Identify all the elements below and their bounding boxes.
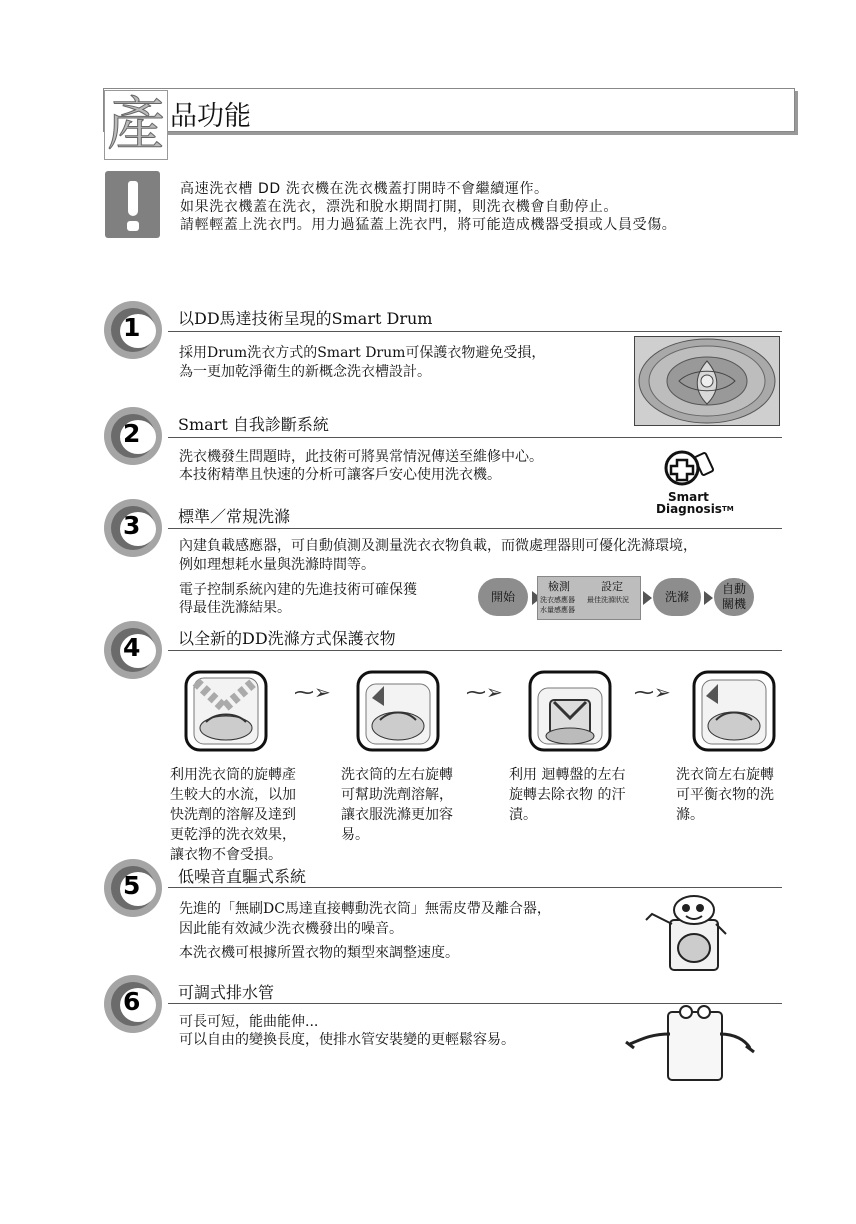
- divider: [168, 331, 782, 332]
- divider: [168, 887, 782, 888]
- drum-illustration-1: [176, 662, 276, 758]
- section-number-badge: 2: [104, 407, 162, 465]
- section-title: 低噪音直驅式系統: [178, 867, 307, 886]
- smart-diagnosis-logo-line1: Smart: [668, 490, 709, 504]
- section-body: 採用Drum洗衣方式的Smart Drum可保護衣物避免受損，: [179, 345, 546, 361]
- section-body: 因此能有效減少洗衣機發出的噪音。: [179, 921, 403, 937]
- flow-step-wash: 洗滌: [653, 578, 701, 616]
- flow-step-auto-off: 自動 關機: [714, 578, 754, 616]
- process-flow: [478, 576, 758, 620]
- divider: [168, 528, 782, 529]
- section-number-badge: 1: [104, 301, 162, 359]
- section-body: 可以自由的變換長度，使排水管安裝變的更輕鬆容易。: [179, 1032, 515, 1048]
- section-body: 例如理想耗水量與洗滌時間等。: [179, 557, 375, 573]
- transition-arrow-icon: ⁓➢: [466, 680, 503, 704]
- transition-arrow-icon: ⁓➢: [294, 680, 331, 704]
- smart-diagnosis-icon: [660, 446, 720, 490]
- caption-4: 洗衣筒左右旋轉 可平衡衣物的洗 滌。: [676, 767, 774, 823]
- section-body: 可長可短，能曲能伸...: [179, 1014, 319, 1030]
- section-title: 標準／常規洗滌: [178, 507, 291, 526]
- section-number-badge: 3: [104, 499, 162, 557]
- section-title: 以DD馬達技術呈現的Smart Drum: [178, 309, 433, 328]
- caption-2: 洗衣筒的左右旋轉 可幫助洗劑溶解， 讓衣服洗滌更加容 易。: [341, 767, 453, 843]
- section-title: 以全新的DD洗滌方式保護衣物: [178, 629, 396, 648]
- warning-icon: [105, 171, 160, 238]
- flow-step-start: 開始: [478, 578, 528, 616]
- section-number-badge: 6: [104, 975, 162, 1033]
- section-number-badge: 4: [104, 621, 162, 679]
- section-body: 本洗衣機可根據所置衣物的類型來調整速度。: [179, 945, 459, 961]
- section-number-badge: 5: [104, 859, 162, 917]
- section-body: 電子控制系統內建的先進技術可確保獲: [179, 582, 417, 598]
- drain-hose-image: [620, 1004, 760, 1084]
- smart-drum-image: [634, 336, 780, 426]
- caption-1: 利用洗衣筒的旋轉產 生較大的水流，以加 快洗劑的溶解及達到 更乾淨的洗衣效果， 讓衣物不會受損。: [170, 767, 296, 863]
- flow-step-detect: 檢測 設定 洗衣感應器 水量感應器 最佳洗滌狀況: [537, 576, 641, 620]
- warning-line: 如果洗衣機蓋在洗衣，漂洗和脫水期間打開，則洗衣機會自動停止。: [180, 199, 618, 215]
- section-body: 洗衣機發生問題時，此技術可將異常情況傳送至維修中心。: [179, 449, 543, 465]
- section-title: 可調式排水管: [178, 983, 275, 1002]
- section-body: 為一更加乾淨衛生的新概念洗衣槽設計。: [179, 364, 431, 380]
- warning-line: 高速洗衣槽 DD 洗衣機在洗衣機蓋打開時不會繼續運作。: [180, 181, 549, 197]
- section-title: Smart 自我診斷系統: [178, 415, 329, 434]
- caption-3: 利用 迴轉盤的左右 旋轉去除衣物 的汗 漬。: [509, 767, 626, 823]
- warning-line: 請輕輕蓋上洗衣門。用力過猛蓋上洗衣門，將可能造成機器受損或人員受傷。: [180, 217, 677, 233]
- divider: [168, 437, 782, 438]
- transition-arrow-icon: ⁓➢: [634, 680, 671, 704]
- drum-illustration-4: [684, 662, 784, 758]
- flow-arrow-icon: [643, 591, 652, 605]
- flow-arrow-icon: [704, 591, 713, 605]
- section-body: 得最佳洗滌結果。: [179, 600, 291, 616]
- section-body: 先進的「無刷DC馬達直接轉動洗衣筒」無需皮帶及離合器，: [179, 901, 551, 917]
- washer-mascot-image: [640, 890, 730, 976]
- section-body: 本技術精準且快速的分析可讓客戶安心使用洗衣機。: [179, 467, 501, 483]
- header-big-char: 產: [104, 90, 168, 160]
- drum-illustration-3: [520, 662, 620, 758]
- page-title: 品功能: [170, 101, 251, 132]
- smart-diagnosis-logo-line2: Diagnosis™: [656, 502, 734, 516]
- section-body: 內建負載感應器，可自動偵測及測量洗衣衣物負載，而微處理器則可優化洗滌環境，: [179, 538, 697, 554]
- drum-illustration-2: [348, 662, 448, 758]
- divider: [168, 650, 782, 651]
